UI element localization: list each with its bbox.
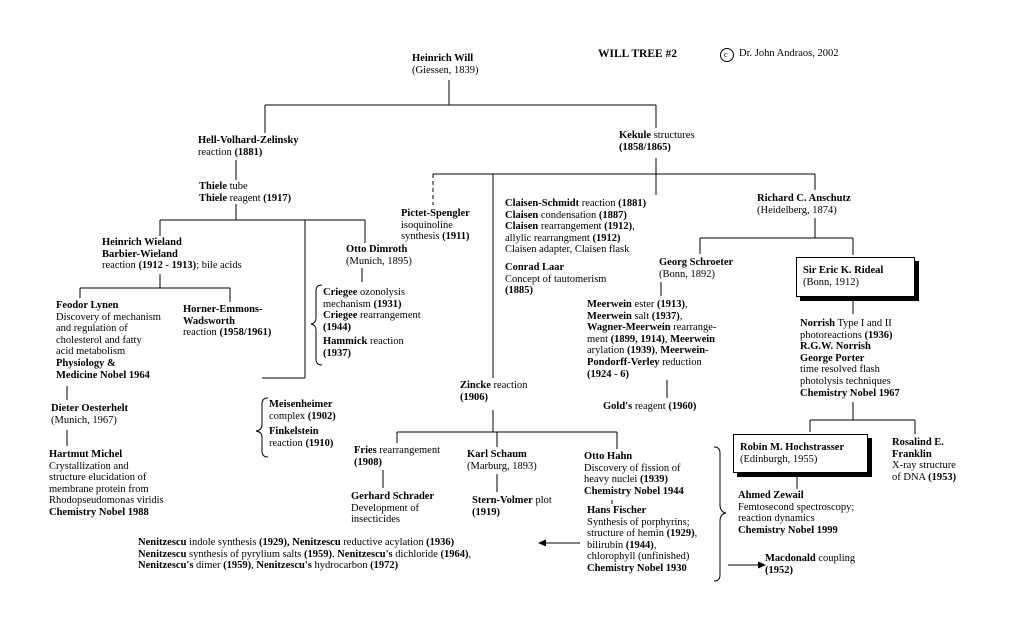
node-dimroth: Otto Dimroth (Munich, 1895) bbox=[346, 244, 412, 267]
node-laar: Conrad Laar Concept of tautomerism (1885) bbox=[505, 262, 607, 297]
node-fischer: Hans Fischer Synthesis of porphyrins; structure of hemin (1929), bilirubin (1944), chlorophyll (unfinished) Chemistry Nobel 1930 bbox=[587, 505, 698, 574]
node-thiele: Thiele tube Thiele reagent (1917) bbox=[199, 181, 292, 204]
node-kekule: Kekule structures (1858/1865) bbox=[619, 130, 695, 153]
node-michel: Hartmut Michel Crystallization and structure elucidation of membrane protein from Rhodopseudomonas viridis Chemistry Nobel 1988 bbox=[49, 449, 164, 518]
node-nenitzescu: Nenitzescu indole synthesis (1929), Nenitzescu reductive acylation (1936) Nenitzescu synthesis of pyrylium salts (1959). Nenitzescu's dichloride (1964), Nenitzescu's dimer (1959), Nenitzescu's hydrocarbon (1972) bbox=[138, 537, 472, 572]
node-meisenheimer: Meisenheimer complex (1902) Finkelstein reaction (1910) bbox=[269, 399, 336, 449]
copyright-icon: c bbox=[724, 50, 728, 59]
node-stern-volmer: Stern-Volmer plot (1919) bbox=[472, 495, 552, 518]
node-hochstrasser: Robin M. Hochstrasser (Edinburgh, 1955) bbox=[740, 442, 845, 465]
node-zincke: Zincke reaction (1906) bbox=[460, 380, 528, 403]
node-oesterhelt: Dieter Oesterhelt (Munich, 1967) bbox=[51, 403, 129, 426]
tree-title: WILL TREE #2 bbox=[598, 48, 678, 60]
copyright-text: Dr. John Andraos, 2002 bbox=[739, 48, 839, 59]
node-criegee: Criegee ozonolysis mechanism (1931) Criegee rearrangement (1944) Hammick reaction (1937) bbox=[323, 287, 421, 359]
node-schrader: Gerhard Schrader Development of insecticides bbox=[351, 491, 435, 526]
node-anschutz: Richard C. Anschutz (Heidelberg, 1874) bbox=[757, 193, 851, 216]
node-will: Heinrich Will (Giessen, 1839) bbox=[412, 53, 479, 76]
node-meerwein: Meerwein ester (1913), Meerwein salt (1937), Wagner-Meerwein rearrange- ment (1899, 1914), Meerwein arylation (1939), Meerwein- Pondorff-Verley reduction (1924 - 6) bbox=[587, 299, 717, 380]
node-schaum: Karl Schaum (Marburg, 1893) bbox=[467, 449, 537, 472]
node-claisen: Claisen-Schmidt reaction (1881) Claisen condensation (1887) Claisen rearrangement (1912), allylic rearrangment (1912) Claisen adapter, Claisen flask bbox=[505, 198, 647, 256]
node-schroeter: Georg Schroeter (Bonn, 1892) bbox=[659, 257, 734, 280]
node-wieland: Heinrich Wieland Barbier-Wieland reaction (1912 - 1913); bile acids bbox=[102, 237, 242, 272]
node-macdonald: Macdonald coupling (1952) bbox=[765, 553, 856, 576]
node-pictet-spengler: Pictet-Spengler isoquinoline synthesis (1911) bbox=[401, 208, 470, 243]
node-hvz: Hell-Volhard-Zelinsky reaction (1881) bbox=[198, 135, 299, 158]
node-franklin: Rosalind E. Franklin X-ray structure of DNA (1953) bbox=[892, 437, 957, 483]
node-zewail: Ahmed Zewail Femtosecond spectroscopy; reaction dynamics Chemistry Nobel 1999 bbox=[738, 490, 855, 536]
node-norrish: Norrish Type I and II photoreactions (1936) R.G.W. Norrish George Porter time resolved flash photolysis techniques Chemistry Nobel 1967 bbox=[800, 318, 900, 399]
node-rideal-box bbox=[796, 257, 915, 297]
node-gold: Gold's reagent (1960) bbox=[603, 401, 697, 412]
node-hew: Horner-Emmons- Wadsworth reaction (1958/1961) bbox=[183, 304, 272, 339]
node-rideal: Sir Eric K. Rideal (Bonn, 1912) bbox=[803, 265, 884, 288]
node-hahn: Otto Hahn Discovery of fission of heavy nuclei (1939) Chemistry Nobel 1944 bbox=[584, 451, 684, 497]
node-lynen: Feodor Lynen Discovery of mechanism and regulation of cholesterol and fatty acid metabolism Physiology & Medicine Nobel 1964 bbox=[56, 300, 161, 381]
node-hochstrasser-box bbox=[733, 434, 868, 473]
node-fries: Fries rearrangement (1908) bbox=[354, 445, 441, 468]
